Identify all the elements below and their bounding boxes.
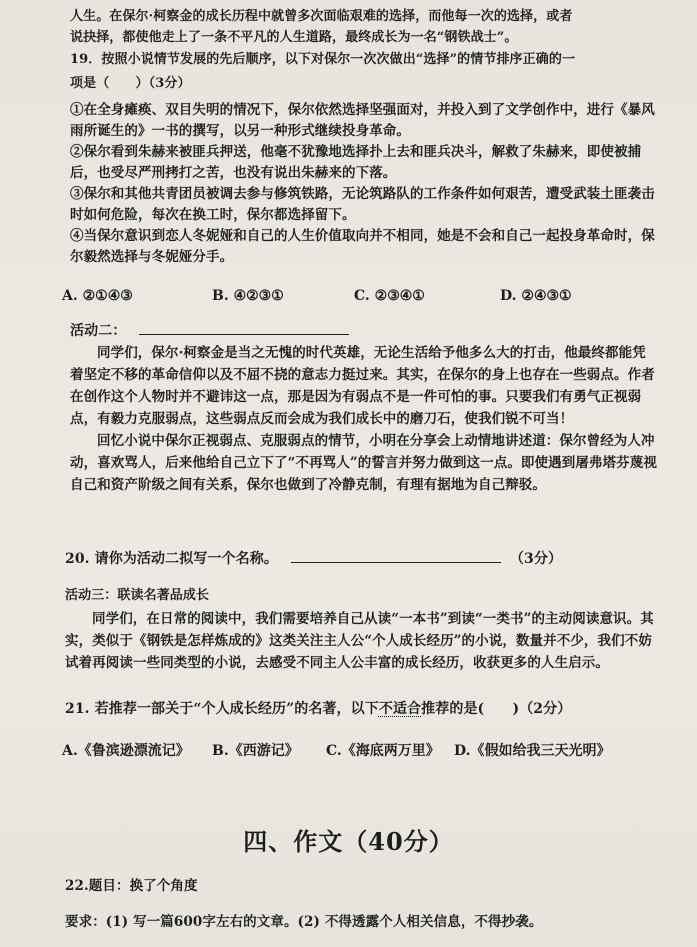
activity3-paragraph: 同学们，在日常的阅读中，我们需要培养自己从读“一本书”到读“一类书”的主动阅读意识。其实，类似于《钢铁是怎样炼成的》这类关注主人公“个人成长经历”的小说，数量并不少，我们不妨试着再阅读一些同类型的小说，去感受不同主人公丰富的成长经历，收获更多的人生启示。 [65,611,654,671]
q19-option-d: D. ②④③① [500,288,572,304]
q19-option-b: B. ④②③① [212,288,284,304]
q19-stem-line-2: 项是（ ）（3分） [70,76,191,91]
q22-prompt: 22.题目：换了个角度 [65,878,198,894]
activity2-paragraph-1: 同学们，保尔·柯察金是当之无愧的时代英雄，无论生活给予他多么大的打击，他最终都能凭着坚定不移的革命信仰以及不屈不挠的意志力挺过来。其实，在保尔的身上也存在一些弱点。作者在创作这个人物时并不避讳这一点，那是因为有弱点不是一件可怕的事。只要我们有勇气正视弱点，有毅力克服弱点，这些弱点反而会成为我们成长中的磨刀石，使我们锐不可当！ [70,345,655,427]
activity2-paragraph-2: 回忆小说中保尔正视弱点、克服弱点的情节，小明在分享会上动情地讲述道：保尔曾经为人冲动，喜欢骂人，后来他给自己立下了“不再骂人”的誓言并努力做到这一点。即使遇到屠弗塔芬蔑视自己和资产阶级之间有关系，保尔也做到了冷静克制，有理有据地为自己辩驳。 [70,433,657,493]
q21-option-b: B.《西游记》 [212,743,299,759]
activity2-body [70,342,657,496]
q19-stem-line-1: 19．按照小说情节发展的先后顺序，以下对保尔一次次做出“选择”的情节排序正确的一 [70,52,576,67]
intro-line-2: 说抉择，都使他走上了一条不平凡的人生道路，最终成长为一名“钢铁战士”。 [70,30,518,45]
q19-item-4: ④当保尔意识到恋人冬妮娅和自己的人生价值取向并不相同，她是不会和自己一起投身革命时，保尔毅然选择与冬妮娅分手。 [70,228,655,265]
composition-section-title: 四、作文（40分） [243,827,454,856]
q21-stem-emphasis: 不适合 [378,701,422,717]
q19-items [70,100,657,268]
intro-line-1: 人生。在保尔·柯察金的成长历程中就曾多次面临艰难的选择，而他每一次的选择，或者 [70,9,573,24]
q20-line [65,548,661,570]
q19-option-a: A. ②①④③ [62,288,133,304]
activity2-header [70,320,661,342]
q19-item-2: ②保尔看到朱赫来被匪兵押送，他毫不犹豫地选择扑上去和匪兵决斗，解救了朱赫来，即使被捕后，也受尽严刑拷打之苦，也没有说出朱赫来的下落。 [70,144,642,181]
activity3-title: 活动三：联读名著品成长 [65,588,210,603]
activity3-body [65,608,657,674]
activity2-label: 活动二： [70,323,127,339]
q19-item-3: ③保尔和其他共青团员被调去参与修筑铁路，无论筑路队的工作条件如何艰苦，遭受武装土匪袭击时如何危险，每次在换工时，保尔都选择留下。 [70,186,655,223]
q21-option-a: A.《鲁滨逊漂流记》 [62,743,190,759]
activity2-name-blank[interactable] [139,320,349,335]
q21-stem-pre: 21. 若推荐一部关于“个人成长经历”的名著，以下 [65,701,379,717]
q20-text: 20. 请你为活动二拟写一个名称。 [65,551,278,567]
q21-stem-post: 推荐的是( )（2分） [421,701,572,717]
q19-item-1: ①在全身瘫痪、双目失明的情况下，保尔依然选择坚强面对，并投入到了文学创作中，进行《暴风雨所诞生的》一书的撰写，以另一种形式继续投身革命。 [70,102,655,139]
q21-option-d: D.《假如给我三天光明》 [454,743,611,759]
q20-answer-blank[interactable] [291,548,501,563]
q19-option-c: C. ②③④① [354,288,425,304]
composition-requirement: 要求：(1) 写一篇600字左右的文章。(2) 不得透露个人相关信息，不得抄袭。 [65,914,543,930]
q21-stem [65,699,661,720]
q20-score: （3分） [509,551,563,567]
q21-option-c: C.《海底两万里》 [326,743,440,759]
